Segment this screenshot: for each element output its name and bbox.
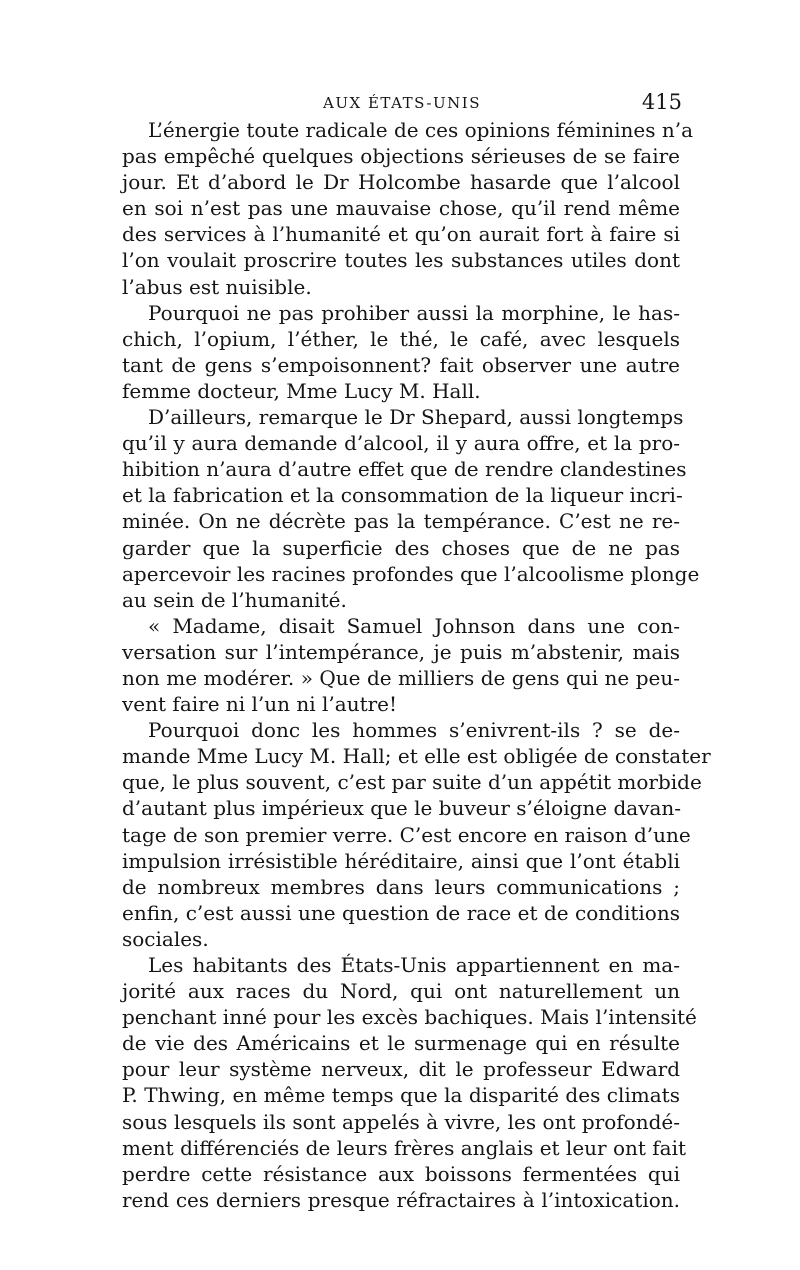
text-line: L’énergie toute radicale de ces opinions féminines n’a	[148, 118, 694, 142]
text-line: mande Mme Lucy M. Hall; et elle est obligée de constater	[122, 744, 711, 769]
text-line: de nombreux membres dans leurs communications ;	[122, 874, 680, 899]
text-line: hibition n’aura d’autre effet que de rendre clandestines	[122, 457, 687, 482]
text-line: apercevoir les racines profondes que l’alcoolisme plonge	[122, 561, 700, 586]
body-text	[122, 117, 711, 1213]
text-line: tage de son premier verre. C’est encore en raison d’une	[122, 822, 691, 847]
text-line: minée. On ne décrète pas la tempérance. C’est ne re-	[122, 509, 680, 534]
text-line: enfin, c’est aussi une question de race et de conditions	[122, 900, 680, 925]
text-line: rend ces derniers presque réfractaires à l’intoxication.	[122, 1187, 680, 1212]
text-line: tant de gens s’empoisonnent? fait observer une autre	[122, 352, 680, 377]
text-line: garder que la superficie des choses que de ne pas	[122, 535, 680, 560]
text-line: Pourquoi ne pas prohiber aussi la morphine, le has-	[148, 300, 680, 325]
text-line: de vie des Américains et le surmenage qui en résulte	[122, 1031, 680, 1056]
text-line: femme docteur, Mme Lucy M. Hall.	[122, 378, 481, 403]
text-line: perdre cette résistance aux boissons fermentées qui	[122, 1161, 680, 1186]
text-line: au sein de l’humanité.	[122, 587, 347, 612]
text-line: D’ailleurs, remarque le Dr Shepard, aussi longtemps	[148, 405, 684, 430]
text-line: sous lesquels ils sont appelés à vivre, les ont profondé-	[122, 1109, 680, 1134]
running-title: AUX ÉTATS-UNIS	[323, 94, 481, 112]
page-number: 415	[641, 90, 682, 114]
text-line: des services à l’humanité et qu’on aurait fort à faire si	[122, 222, 680, 247]
text-line: l’on voulait proscrire toutes les substances utiles dont	[122, 248, 680, 273]
text-line: l’abus est nuisible.	[122, 274, 312, 299]
text-line: pas empêché quelques objections sérieuses de se faire	[122, 144, 680, 169]
text-line: pour leur système nerveux, dit le professeur Edward	[122, 1057, 680, 1082]
text-line: jorité aux races du Nord, qui ont naturellement un	[122, 979, 680, 1004]
text-line: jour. Et d’abord le Dr Holcombe hasarde que l’alcool	[122, 170, 680, 195]
text-line: chich, l’opium, l’éther, le thé, le café, avec lesquels	[122, 326, 680, 351]
text-line: Pourquoi donc les hommes s’enivrent-ils ? se de-	[148, 718, 680, 743]
text-line: sociales.	[122, 926, 209, 951]
text-line: vent faire ni l’un ni l’autre!	[122, 692, 398, 717]
text-line: que, le plus souvent, c’est par suite d’un appétit morbide	[122, 770, 702, 795]
text-line: penchant inné pour les excès bachiques. Mais l’intensité	[122, 1005, 697, 1030]
text-line: qu’il y aura demande d’alcool, il y aura offre, et la pro-	[122, 431, 680, 456]
text-line: d’autant plus impérieux que le buveur s’éloigne davan-	[122, 796, 682, 821]
text-line: impulsion irrésistible héréditaire, ainsi que l’ont établi	[122, 848, 680, 873]
text-line: et la fabrication et la consommation de la liqueur incri-	[122, 483, 683, 508]
text-line: non me modérer. » Que de milliers de gens qui ne peu-	[122, 665, 680, 690]
text-line: versation sur l’intempérance, je puis m’abstenir, mais	[122, 639, 680, 664]
text-line: ment différenciés de leurs frères anglais et leur ont fait	[122, 1135, 687, 1160]
text-line: « Madame, disait Samuel Johnson dans une con-	[148, 613, 680, 638]
text-line: Les habitants des États-Unis appartiennent en ma-	[148, 953, 680, 977]
text-line: en soi n’est pas une mauvaise chose, qu’il rend même	[122, 196, 680, 221]
text-line: P. Thwing, en même temps que la disparité des climats	[122, 1083, 680, 1108]
running-head	[122, 90, 682, 116]
